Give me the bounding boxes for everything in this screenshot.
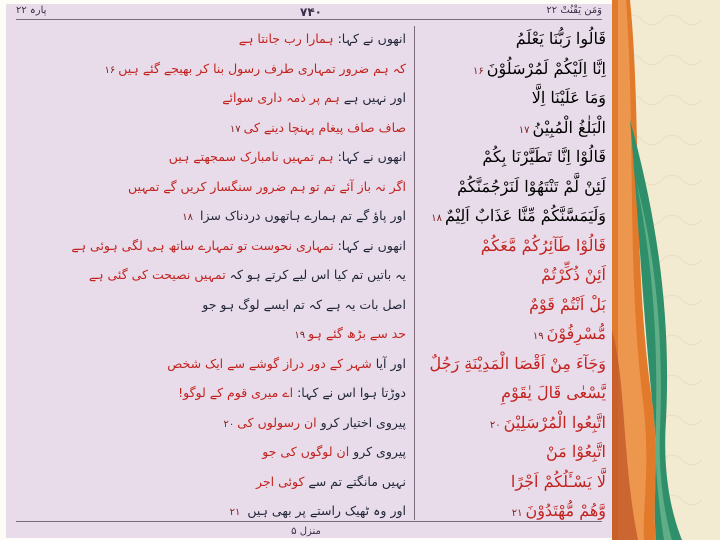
translation-highlight: ان رسولوں کی [237, 414, 317, 430]
urdu-translation [66, 113, 406, 143]
translation-highlight: اگر نہ باز آئے تم تو ہم ضرور سنگسار کریں گے تمہیں [128, 178, 406, 194]
translation-highlight: ہمارا رب جانتا ہے [238, 31, 334, 46]
arabic-text: اَئِنْ ذُكِّرْتُمْ [541, 265, 606, 284]
translation-highlight: ہم تمہیں نامبارک سمجھتے ہیں [168, 149, 334, 164]
arabic-verse-text [422, 319, 606, 349]
translation-text: اور وہ ٹھیک راستے پر بھی ہیں [247, 503, 406, 518]
arabic-text: مُّسْرِفُوْنَ [546, 324, 606, 343]
header-rule [16, 19, 602, 20]
urdu-translation [66, 142, 406, 172]
verse-row [6, 54, 612, 84]
verse-row [6, 378, 612, 408]
arabic-text: قَالُوا رَبُّنَا يَعْلَمُ [515, 29, 606, 48]
arabic-text: قَالُوْا اِنَّا تَطَيَّرْنَا بِكُمْ [482, 147, 606, 166]
urdu-translation [66, 201, 406, 231]
arabic-text: الْبَلٰغُ الْمُبِيْنُ [532, 117, 606, 137]
ayah-number-marker: ۱۹ [294, 330, 306, 341]
arabic-verse-text [422, 142, 606, 172]
arabic-verse-text [422, 437, 606, 467]
footer-rule [16, 521, 602, 522]
page-header-surah: وَمَن یَقْنُتْ ۲۲ [546, 5, 602, 16]
arabic-text: اتَّبِعُوا الْمُرْسَلِيْنَ [503, 412, 606, 432]
translation-highlight: ان لوگوں کی جو [262, 444, 350, 459]
urdu-translation [66, 24, 406, 54]
translation-text: انھوں نے کہا: [337, 149, 406, 164]
translation-highlight: صاف صاف پیغام پہنچا دینے کی [243, 119, 406, 135]
translation-text: اصل بات یہ ہے کہ تم ایسے لوگ ہو جو [202, 296, 406, 312]
translation-text: پیروی کرو [353, 444, 406, 459]
translation-highlight: شہر کے دور دراز گوشے سے ایک شخص [167, 355, 372, 371]
page-number: ۷۴۰ [300, 5, 322, 19]
arabic-verse-text [422, 231, 606, 261]
urdu-translation [66, 83, 406, 113]
arabic-text: يَّسْعٰى قَالَ يٰقَوْمِ [501, 383, 606, 402]
translation-text: اور پاؤ گے تم ہمارے ہاتھوں دردناک سزا [200, 208, 406, 223]
urdu-translation [66, 260, 406, 290]
arabic-text: وَلَيَمَسَّنَّكُمْ مِّنَّا عَذَابٌ اَلِيْمٌ [444, 206, 606, 225]
translation-highlight: حد سے بڑھ گئے ہو [308, 326, 406, 341]
arabic-text: اِنَّا اِلَيْكُمْ لَمُرْسَلُوْنَ [486, 58, 606, 78]
urdu-translation [66, 349, 406, 379]
arabic-verse-text [422, 24, 606, 54]
verse-row [6, 319, 612, 349]
ayah-number-marker: ۲۱ [511, 508, 523, 519]
verse-row [6, 113, 612, 143]
translation-highlight: تمہاری نحوست تو تمہارے ساتھ ہی لگی ہوئی ہے [71, 237, 334, 253]
ayah-number-marker: ۱۷ [229, 123, 241, 135]
arabic-verse-text [422, 467, 606, 497]
arabic-verse-text [422, 290, 606, 320]
arabic-verse-text [422, 83, 606, 113]
arabic-text: لَّا يَسْـَٔلُكُمْ اَجْرًا [510, 471, 606, 491]
ayah-number-marker: ۲۰ [489, 419, 501, 431]
decorative-drape-panel [612, 0, 720, 540]
translation-text: اور آیا [375, 355, 406, 371]
verse-row [6, 231, 612, 261]
translation-text: نہیں مانگتے تم سے [308, 473, 406, 489]
arabic-verse-text [422, 378, 606, 408]
verse-row [6, 467, 612, 497]
translation-highlight: اے میری قوم کے لوگو! [178, 385, 294, 400]
translation-highlight: تمہیں نصیحت کی گئی ہے [88, 267, 226, 282]
verse-row [6, 83, 612, 113]
arabic-verse-text [422, 260, 606, 290]
arabic-text: بَلْ اَنْتُمْ قَوْمٌ [529, 294, 606, 314]
translation-text: دوڑتا ہوا اس نے کہا: [297, 385, 406, 400]
translation-text: انھوں نے کہا: [337, 237, 406, 253]
page-header-juz: پارہ ۲۲ [16, 5, 47, 16]
urdu-translation [66, 408, 406, 438]
verse-row [6, 172, 612, 202]
translation-highlight: کہ ہم ضرور تمہاری طرف رسول بنا کر بھیجے گئے ہیں [118, 60, 406, 76]
ayah-number-marker: ۱۸ [182, 212, 194, 223]
translation-text: پیروی اختیار کرو [320, 414, 406, 430]
ayah-number-marker: ۲۰ [223, 418, 235, 430]
urdu-translation [66, 319, 406, 349]
ayah-number-marker: ۱۸ [431, 213, 442, 224]
manzil-label: منزل ۵ [291, 526, 321, 537]
verse-row [6, 290, 612, 320]
arabic-text: قَالُوْا طَآئِرُكُمْ مَّعَكُمْ [480, 235, 606, 255]
arabic-text: وَمَا عَلَيْنَا اِلَّا [531, 88, 606, 107]
arabic-text: لَئِنْ لَّمْ تَنْتَهُوْا لَنَرْجُمَنَّكُمْ [457, 176, 606, 196]
ayah-number-marker: ۱۶ [104, 64, 116, 76]
translation-text: اور نہیں ہے [343, 90, 406, 105]
urdu-translation [66, 467, 406, 497]
verse-row [6, 142, 612, 172]
arabic-verse-text [422, 54, 606, 84]
ayah-number-marker: ۱۹ [532, 331, 544, 342]
quran-page [6, 4, 613, 538]
arabic-verse-text [422, 349, 606, 379]
urdu-translation [66, 437, 406, 467]
urdu-translation [66, 231, 406, 261]
arabic-text: اتَّبِعُوْا مَنْ [546, 442, 606, 461]
verse-row [6, 260, 612, 290]
ayah-number-marker: ۲۱ [229, 507, 241, 518]
translation-highlight: کوئی اجر [256, 473, 305, 489]
urdu-translation [66, 378, 406, 408]
ayah-number-marker: ۱۷ [518, 124, 530, 136]
verse-row [6, 24, 612, 54]
urdu-translation [66, 290, 406, 320]
arabic-verse-text [422, 172, 606, 202]
translation-text: انھوں نے کہا: [337, 31, 406, 46]
urdu-translation [66, 54, 406, 84]
arabic-verse-text [422, 408, 606, 438]
verse-row [6, 437, 612, 467]
translation-highlight: ہم پر ذمہ داری سوائے [222, 90, 340, 105]
ayah-number-marker: ۱۶ [473, 65, 484, 77]
verse-row [6, 201, 612, 231]
arabic-verse-text [422, 113, 606, 143]
arabic-text: وَجَآءَ مِنْ اَقْصَا الْمَدِيْنَةِ رَجُلٌ [429, 353, 606, 373]
verse-row [6, 408, 612, 438]
arabic-text: وَّهُمْ مُّهْتَدُوْنَ [525, 501, 606, 520]
arabic-verse-text [422, 201, 606, 231]
translation-text: یہ باتیں تم کیا اس لیے کرتے ہو کہ [229, 267, 406, 282]
urdu-translation [66, 172, 406, 202]
verse-row [6, 349, 612, 379]
